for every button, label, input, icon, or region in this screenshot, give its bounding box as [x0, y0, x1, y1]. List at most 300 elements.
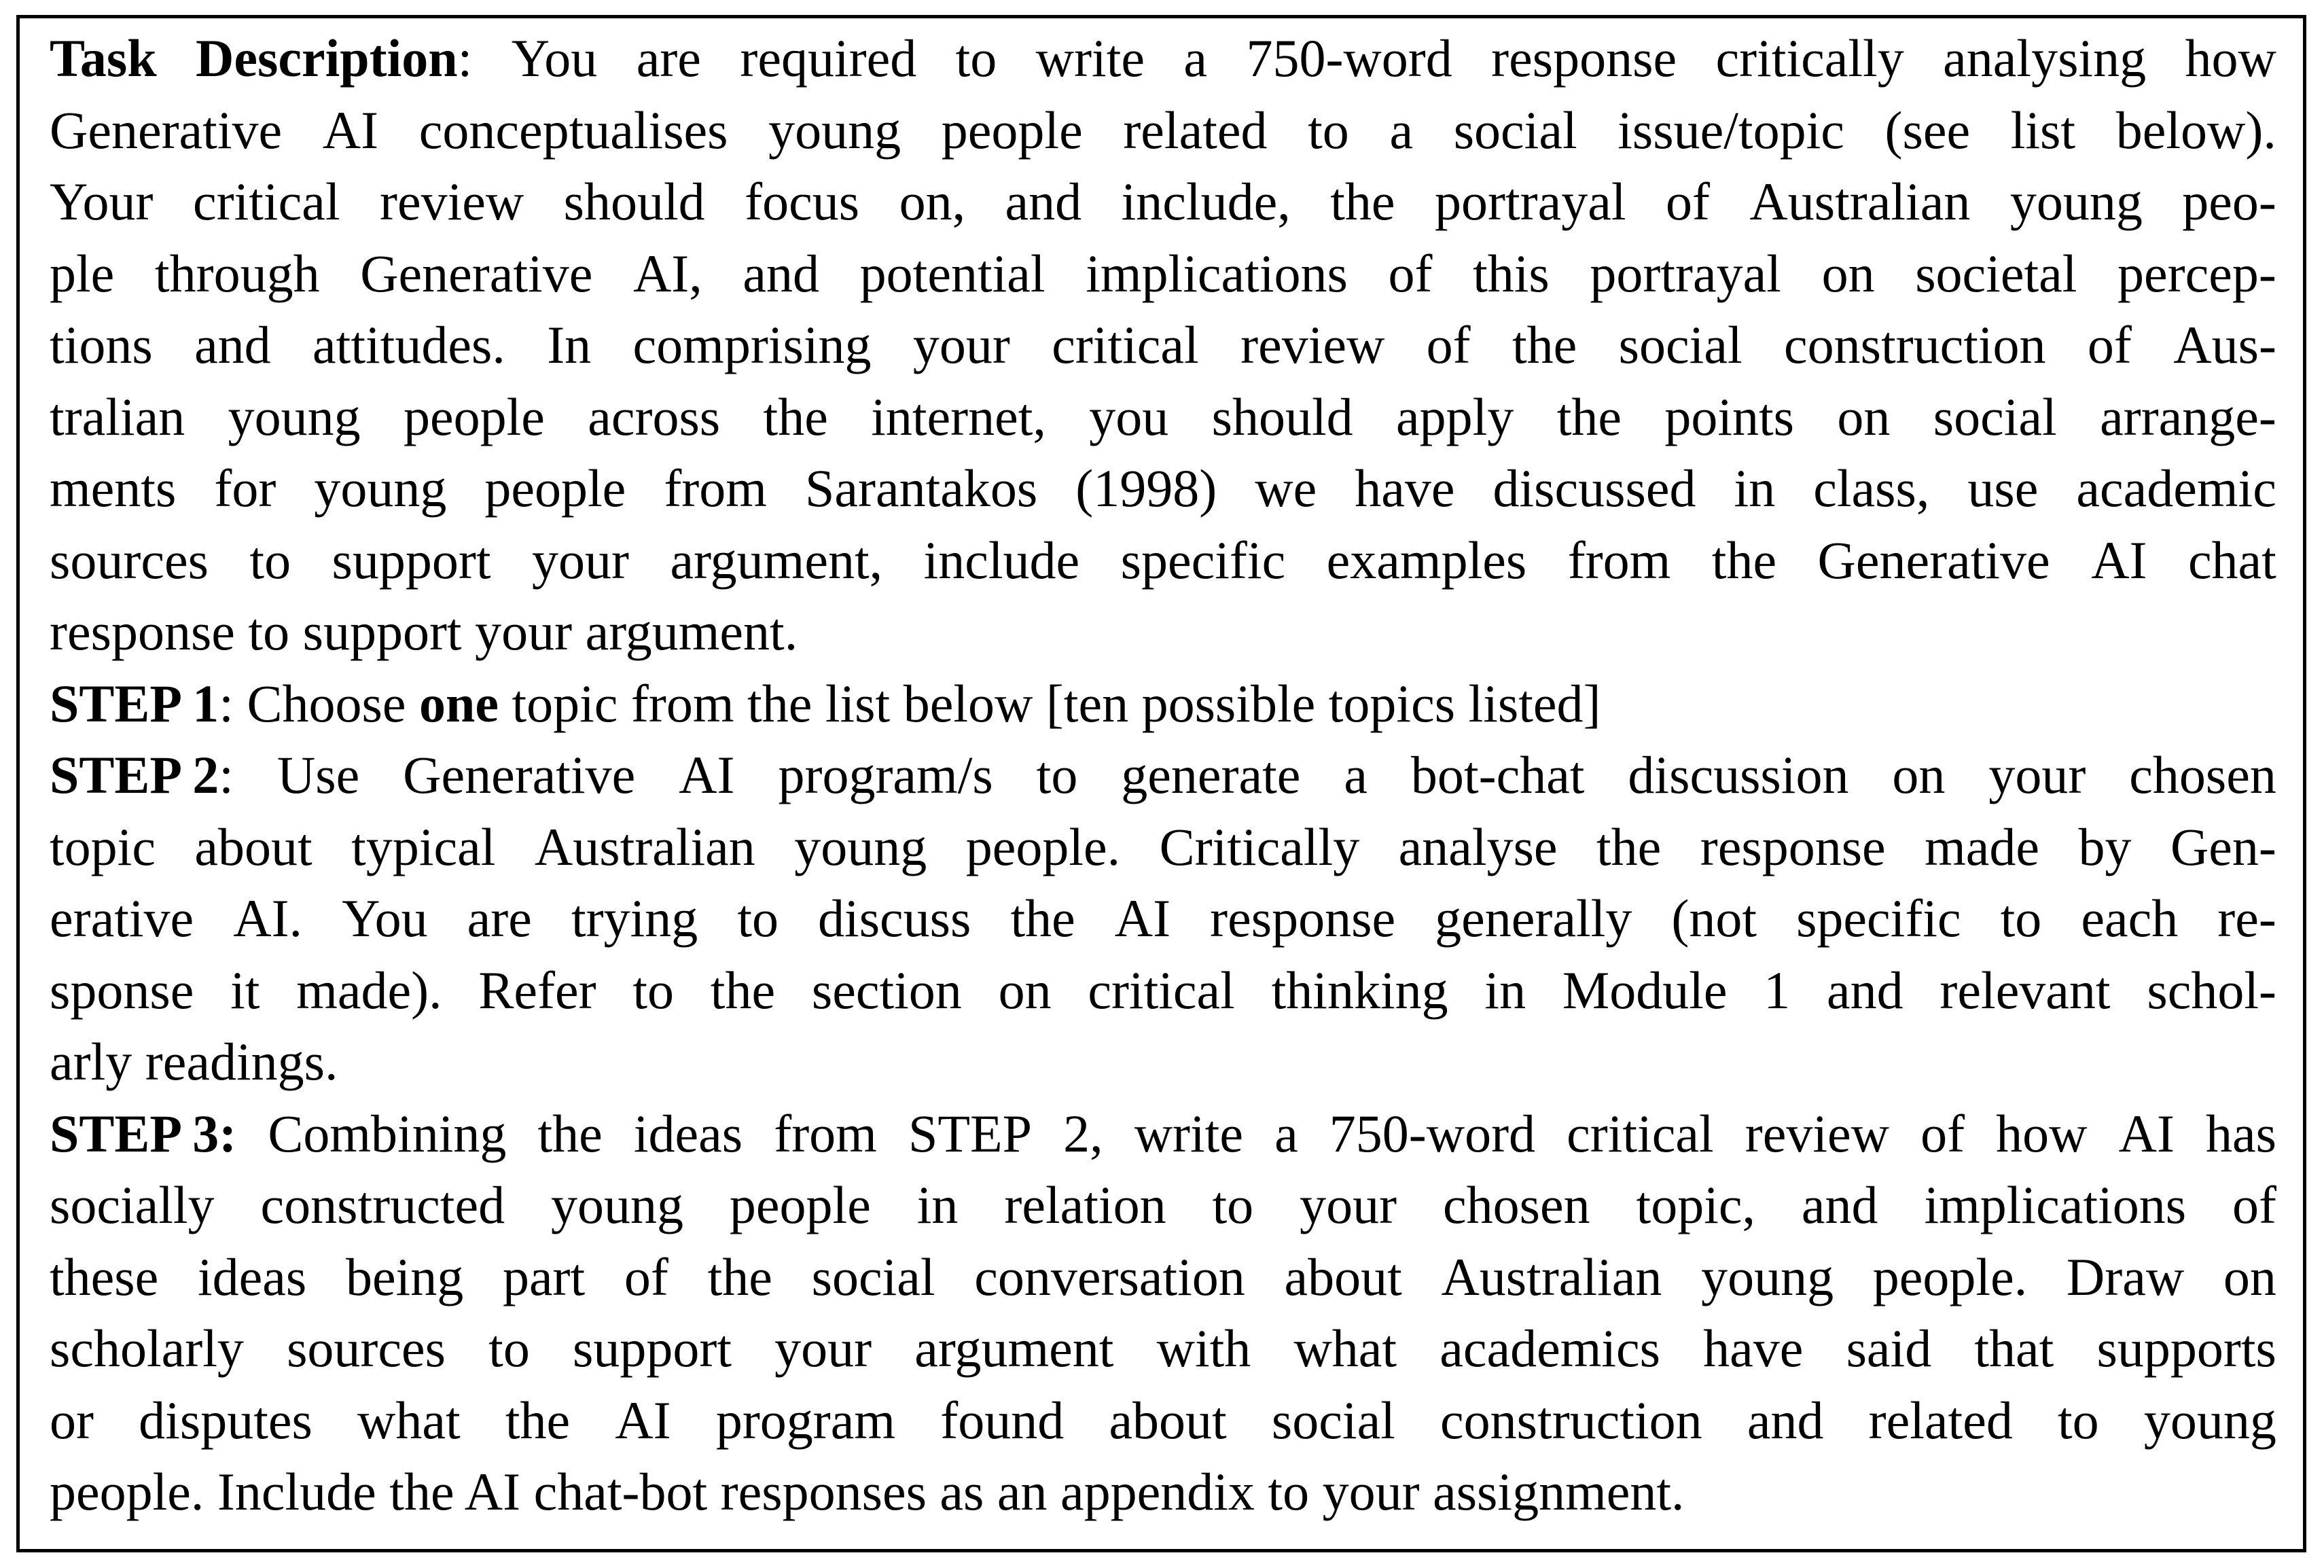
text-line	[50, 811, 2276, 883]
text-plain: through	[154, 243, 320, 303]
text-plain: support	[573, 1319, 732, 1378]
text-plain: scholarly	[50, 1319, 244, 1378]
text-plain: supports	[2096, 1319, 2276, 1378]
text-plain: AI	[679, 745, 735, 804]
text-word	[1388, 238, 1432, 310]
text-plain: : Choose	[219, 673, 419, 733]
text-word	[50, 94, 282, 166]
text-word	[1284, 1241, 1401, 1313]
text-line	[50, 1241, 2276, 1313]
text-line	[50, 94, 2276, 166]
text-word	[342, 883, 428, 955]
text-word	[2144, 1385, 2276, 1457]
text-word	[1557, 381, 1622, 453]
text-plain: generally	[1435, 889, 1632, 948]
text-word	[624, 1241, 668, 1313]
text-plain: portrayal	[1434, 172, 1626, 231]
text-word	[1784, 309, 2046, 381]
text-word	[1308, 94, 1349, 166]
text-word	[1435, 883, 1632, 955]
text-word	[357, 1385, 461, 1457]
text-word	[478, 955, 596, 1027]
text-plain: below).	[2115, 100, 2276, 160]
text-word	[50, 1241, 158, 1313]
text-word	[1399, 811, 1558, 883]
text-word	[1210, 883, 1395, 955]
text-word	[139, 1385, 312, 1457]
text-word	[1435, 166, 1626, 238]
text-word	[537, 1098, 602, 1170]
text-word	[194, 811, 312, 883]
text-plain: to	[2000, 889, 2042, 948]
text-word	[287, 1313, 446, 1385]
text-word	[774, 1313, 872, 1385]
text-word	[351, 811, 495, 883]
text-run	[50, 596, 798, 668]
text-word	[670, 524, 882, 596]
text-plain: erative	[50, 889, 194, 948]
text-plain: how	[2185, 29, 2276, 88]
text-word	[1747, 1385, 1824, 1457]
text-plain: are	[467, 889, 532, 948]
text-plain: In	[547, 315, 592, 374]
text-line	[50, 1385, 2276, 1457]
text-plain: and	[194, 315, 271, 374]
text-word	[737, 883, 779, 955]
text-plain: academic	[2076, 459, 2276, 518]
text-plain: STEP	[908, 1103, 1033, 1163]
text-plain: arly readings.	[50, 1032, 338, 1091]
text-word	[488, 1313, 530, 1385]
text-bold: STEP 2	[50, 745, 219, 804]
text-word	[1115, 883, 1170, 955]
text-plain: and	[1801, 1175, 1878, 1234]
text-word	[1212, 381, 1353, 453]
text-word	[966, 811, 1120, 883]
text-plain: a	[1183, 29, 1208, 88]
text-word	[1089, 381, 1168, 453]
text-plain: issue/topic	[1617, 100, 1844, 160]
text-word	[2001, 883, 2042, 955]
text-plain: You	[511, 29, 598, 88]
text-plain: potential	[859, 243, 1045, 303]
text-word	[261, 1169, 505, 1241]
text-plain: on	[1821, 243, 1875, 303]
text-word	[679, 739, 734, 811]
text-word	[1330, 166, 1395, 238]
text-word	[1327, 524, 1527, 596]
text-word	[1925, 811, 2039, 883]
text-word	[1109, 1385, 1226, 1457]
task-description-box	[16, 15, 2306, 1552]
text-plain: program/s	[778, 745, 993, 804]
text-word	[484, 452, 626, 524]
text-word	[50, 1313, 244, 1385]
text-plain: Draw	[2066, 1247, 2185, 1306]
text-plain: in	[1734, 459, 1776, 518]
text-plain: tralian	[50, 387, 185, 446]
text-plain: use	[1967, 459, 2039, 518]
text-word	[1484, 955, 1526, 1027]
text-word	[1822, 238, 1875, 310]
text-plain: on	[2223, 1247, 2276, 1306]
text-plain: program	[715, 1390, 896, 1450]
text-plain: review	[1240, 315, 1385, 374]
text-plain: in	[916, 1175, 959, 1234]
text-plain: Your	[50, 172, 154, 231]
text-plain: people.	[965, 817, 1121, 876]
text-word	[2188, 524, 2276, 596]
text-line	[50, 22, 2276, 94]
text-word	[956, 22, 997, 94]
text-plain: AI	[2118, 1103, 2175, 1163]
text-word	[1121, 739, 1300, 811]
text-plain: and	[1005, 172, 1082, 231]
text-word	[551, 1169, 683, 1241]
text-plain: 750-word	[1246, 29, 1452, 88]
text-word	[1796, 883, 1961, 955]
text-word	[50, 1169, 215, 1241]
text-word	[1827, 955, 1903, 1027]
text-word	[323, 94, 378, 166]
text-word	[1590, 238, 1781, 310]
text-word	[1344, 739, 1367, 811]
text-word	[1745, 1098, 1889, 1170]
text-plain: ideas	[633, 1103, 743, 1163]
text-word	[2119, 1098, 2175, 1170]
text-word	[1272, 1385, 1395, 1457]
text-word	[913, 309, 1010, 381]
text-line	[50, 524, 2276, 596]
text-word	[740, 22, 916, 94]
text-plain: on	[1892, 745, 1946, 804]
text-word	[1123, 94, 1267, 166]
text-word	[404, 381, 545, 453]
text-word	[743, 238, 819, 310]
text-plain: Generative	[403, 745, 636, 804]
text-plain: socially	[50, 1175, 215, 1234]
text-word	[547, 309, 591, 381]
text-plain: ments	[50, 459, 177, 518]
text-plain: related	[1868, 1390, 2013, 1450]
text-plain: for	[214, 459, 276, 518]
text-word	[505, 1385, 570, 1457]
text-plain: focus	[745, 172, 860, 231]
text-plain: a	[1274, 1103, 1298, 1163]
text-word	[50, 1098, 236, 1170]
text-word	[633, 309, 872, 381]
text-plain: your	[532, 530, 629, 590]
text-word	[2088, 309, 2132, 381]
text-plain: sponse	[50, 960, 194, 1020]
text-word	[50, 955, 194, 1027]
text-plain: people	[403, 387, 545, 446]
text-plain: section	[811, 960, 962, 1020]
text-word	[155, 238, 320, 310]
text-word	[50, 883, 194, 955]
text-word	[1134, 1098, 1243, 1170]
text-word	[419, 94, 728, 166]
text-word	[1703, 1313, 1803, 1385]
text-plain: specific	[1120, 530, 1286, 590]
text-plain: review	[379, 172, 524, 231]
text-word	[1440, 1313, 1660, 1385]
text-plain: it	[230, 960, 260, 1020]
text-plain: your	[912, 315, 1010, 374]
text-line	[50, 739, 2276, 811]
text-plain: Module	[1562, 960, 1728, 1020]
text-word	[2100, 381, 2276, 453]
text-word	[2185, 22, 2276, 94]
text-word	[1088, 955, 1235, 1027]
text-plain: Australian	[1749, 172, 1971, 231]
text-word	[730, 1169, 871, 1241]
text-plain: and	[743, 243, 820, 303]
text-plain: each	[2081, 889, 2179, 948]
text-word	[1300, 1169, 1397, 1241]
text-plain: to	[1036, 745, 1078, 804]
text-plain: the	[1711, 530, 1777, 590]
text-plain: analyse	[1398, 817, 1558, 876]
text-word	[2079, 811, 2132, 883]
text-bold: one	[418, 673, 499, 733]
text-plain: should	[1211, 387, 1353, 446]
text-plain: with	[1156, 1319, 1251, 1378]
text-plain: and	[1747, 1390, 1824, 1450]
text-plain: implications	[1924, 1175, 2187, 1234]
text-word	[1036, 22, 1145, 94]
text-word	[778, 739, 993, 811]
text-line	[50, 955, 2276, 1027]
text-line	[50, 1098, 2276, 1170]
text-word	[1473, 238, 1550, 310]
text-plain: write	[1134, 1103, 1243, 1163]
text-word	[2129, 739, 2276, 811]
text-plain: AI	[322, 100, 379, 160]
text-plain: have	[1703, 1319, 1804, 1378]
text-plain: of	[1665, 172, 1710, 231]
text-plain: critically	[1715, 29, 1904, 88]
text-plain: that	[1974, 1319, 2054, 1378]
text-plain: people. Include the AI chat-bot responses as an appendix to your assignment.	[50, 1462, 1685, 1521]
text-plain: critical	[1088, 960, 1235, 1020]
text-plain: implications	[1086, 243, 1348, 303]
text-word	[2097, 1313, 2276, 1385]
text-plain: societal	[1915, 243, 2077, 303]
text-plain: bot-chat	[1410, 745, 1585, 804]
text-word	[214, 452, 276, 524]
text-plain: You	[342, 889, 428, 948]
text-word	[615, 1385, 671, 1457]
text-word	[2058, 1385, 2099, 1457]
text-word	[1389, 94, 1413, 166]
text-plain: topic	[50, 817, 156, 876]
text-plain: young	[550, 1175, 683, 1234]
text-word	[1075, 452, 1217, 524]
text-word	[1996, 1098, 2087, 1170]
text-word	[664, 452, 767, 524]
text-word	[1512, 309, 1577, 381]
text-plain: across	[588, 387, 721, 446]
text-word	[1121, 524, 1286, 596]
text-plain: :	[457, 29, 473, 88]
text-plain: about	[194, 817, 312, 876]
text-word	[1493, 452, 1696, 524]
text-plain: conceptualises	[418, 100, 728, 160]
text-word	[346, 1241, 463, 1313]
text-word	[924, 524, 1080, 596]
text-word	[314, 452, 446, 524]
text-word	[1355, 452, 1454, 524]
text-word	[774, 1098, 877, 1170]
text-word	[2011, 94, 2075, 166]
text-word	[1037, 739, 1078, 811]
text-word	[1160, 811, 1360, 883]
text-bold: Task	[50, 29, 157, 88]
text-word	[716, 1385, 895, 1457]
text-plain: generate	[1121, 745, 1301, 804]
text-word	[805, 452, 1037, 524]
text-word	[1892, 739, 1945, 811]
text-word	[1666, 166, 1710, 238]
text-word	[1818, 524, 2050, 596]
text-word	[974, 1241, 1245, 1313]
text-line	[50, 883, 2276, 955]
text-word	[1246, 22, 1452, 94]
text-word	[1491, 22, 1677, 94]
text-plain: found	[940, 1390, 1065, 1450]
text-word	[633, 238, 702, 310]
text-word	[1974, 1313, 2054, 1385]
text-word	[228, 381, 361, 453]
text-plain: Refer	[478, 960, 596, 1020]
text-word	[942, 94, 1083, 166]
text-plain: this	[1473, 243, 1550, 303]
text-word	[1988, 739, 2086, 811]
text-word	[360, 238, 592, 310]
text-plain: schol-	[2147, 960, 2276, 1020]
text-word	[2076, 452, 2276, 524]
text-word	[2091, 524, 2147, 596]
text-plain: typical	[351, 817, 496, 876]
text-word	[1837, 381, 1890, 453]
text-bold: STEP 1	[50, 673, 219, 733]
text-plain: to	[249, 530, 291, 590]
text-plain: your	[1988, 745, 2086, 804]
text-word	[2173, 309, 2276, 381]
text-plain: support	[332, 530, 491, 590]
text-word	[2206, 1098, 2276, 1170]
text-plain: peo-	[2182, 172, 2276, 231]
text-plain: to	[632, 960, 675, 1020]
text-plain: the	[1596, 817, 1662, 876]
text-plain: Generative	[50, 100, 283, 160]
text-plain: construction	[1783, 315, 2046, 374]
text-plain: tions	[50, 315, 153, 374]
text-plain: percep-	[2117, 243, 2276, 303]
text-word	[403, 739, 635, 811]
text-word	[1005, 166, 1082, 238]
text-plain: people.	[1872, 1247, 2028, 1306]
text-word	[899, 166, 966, 238]
text-word	[193, 166, 340, 238]
text-word	[917, 1169, 959, 1241]
text-word	[467, 883, 532, 955]
text-plain: people	[941, 100, 1083, 160]
text-plain: the	[710, 960, 776, 1020]
text-word	[940, 1385, 1064, 1457]
text-word	[1619, 309, 1742, 381]
text-plain: of	[2232, 1175, 2276, 1234]
text-plain: your	[1300, 1175, 1397, 1234]
text-plain: in	[1484, 960, 1526, 1020]
text-word	[1274, 1098, 1298, 1170]
text-plain: the	[763, 387, 828, 446]
text-word	[1272, 955, 1448, 1027]
text-word	[503, 1241, 585, 1313]
text-word	[1427, 309, 1471, 381]
text-plain: conversation	[974, 1247, 1245, 1306]
text-word	[2067, 1241, 2184, 1313]
text-plain: by	[2078, 817, 2132, 876]
text-word	[1664, 381, 1794, 453]
text-plain: young	[768, 100, 901, 160]
text-line	[50, 668, 2276, 740]
text-plain: young	[2143, 1390, 2276, 1450]
text-word	[1701, 1241, 1834, 1313]
text-plain: class,	[1813, 459, 1930, 518]
text-word	[1712, 524, 1776, 596]
text-plain: we	[1255, 459, 1317, 518]
text-word	[1443, 1169, 1590, 1241]
text-word	[2117, 238, 2276, 310]
text-run	[50, 1026, 338, 1098]
text-plain: trying	[571, 889, 698, 948]
text-word	[914, 1313, 1113, 1385]
text-word	[908, 1098, 1032, 1170]
text-word	[794, 811, 927, 883]
text-word	[50, 452, 176, 524]
text-plain: the	[537, 1103, 603, 1163]
text-plain: Australian	[534, 817, 755, 876]
text-line	[50, 381, 2276, 453]
text-plain: young	[314, 459, 447, 518]
text-plain: young	[2009, 172, 2143, 231]
text-plain: examples	[1326, 530, 1527, 590]
text-plain: discuss	[818, 889, 971, 948]
text-plain: sources	[287, 1319, 446, 1378]
text-word	[1671, 883, 1757, 955]
text-word	[1885, 94, 1971, 166]
text-plain: made).	[296, 960, 442, 1020]
text-plain: arrange-	[2100, 387, 2276, 446]
text-plain: to	[737, 889, 779, 948]
text-word	[1329, 1098, 1535, 1170]
text-word	[1924, 1169, 2186, 1241]
text-word	[1441, 1241, 1662, 1313]
text-word	[637, 22, 701, 94]
text-plain: argument,	[670, 530, 883, 590]
text-plain: a	[1344, 745, 1367, 804]
text-word	[1802, 1169, 1878, 1241]
text-plain: ideas	[197, 1247, 307, 1306]
text-word	[1628, 739, 1848, 811]
text-plain: specific	[1796, 889, 1961, 948]
text-plain: of	[624, 1247, 668, 1306]
text-word	[1700, 811, 1886, 883]
text-line	[50, 1169, 2276, 1241]
text-word	[532, 524, 629, 596]
